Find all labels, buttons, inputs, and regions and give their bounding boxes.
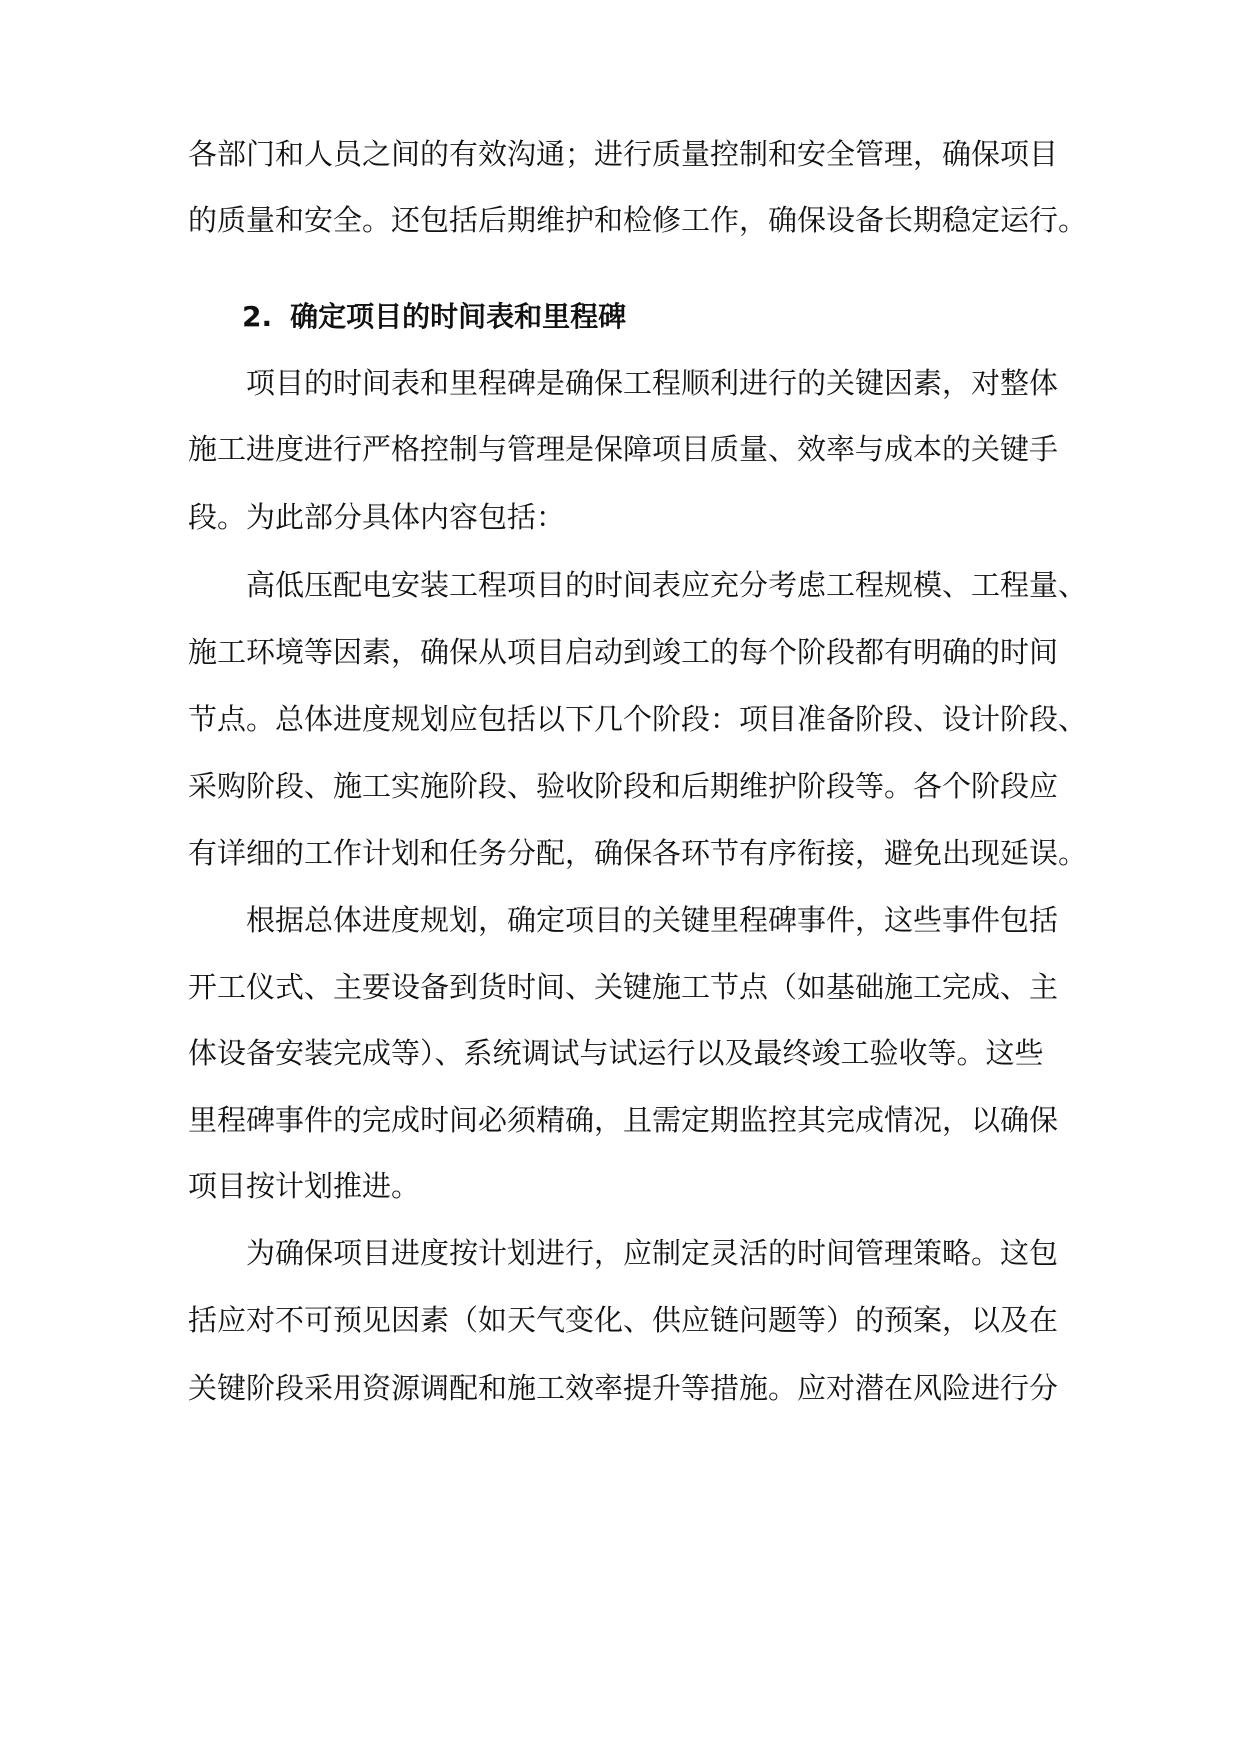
paragraph-first-line: 根据总体进度规划，确定项目的关键里程碑事件，这些事件包括 <box>246 903 1059 937</box>
body-text-line: 体设备安装完成等）、系统调试与试运行以及最终竣工验收等。这些 <box>188 1036 1044 1070</box>
paragraph-first-line: 为确保项目进度按计划进行，应制定灵活的时间管理策略。这包 <box>246 1236 1059 1270</box>
body-text-line: 项目按计划推进。 <box>188 1169 421 1203</box>
body-text-line: 采购阶段、施工实施阶段、验收阶段和后期维护阶段等。各个阶段应 <box>188 769 1059 803</box>
body-text-line: 括应对不可预见因素（如天气变化、供应链问题等）的预案，以及在 <box>188 1303 1059 1337</box>
body-text-line: 段。为此部分具体内容包括： <box>188 500 566 534</box>
body-text-line: 有详细的工作计划和任务分配，确保各环节有序衔接，避免出现延误。 <box>188 836 1088 870</box>
body-text-line: 节点。总体进度规划应包括以下几个阶段：项目准备阶段、设计阶段、 <box>188 702 1088 736</box>
section-title: 确定项目的时间表和里程碑 <box>290 300 627 333</box>
body-text-line: 的质量和安全。还包括后期维护和检修工作，确保设备长期稳定运行。 <box>188 203 1088 237</box>
body-text-line: 开工仪式、主要设备到货时间、关键施工节点（如基础施工完成、主 <box>188 970 1059 1004</box>
paragraph-first-line: 项目的时间表和里程碑是确保工程顺利进行的关键因素，对整体 <box>246 366 1059 400</box>
paragraph-first-line: 高低压配电安装工程项目的时间表应充分考虑工程规模、工程量、 <box>246 568 1088 602</box>
body-text-line: 各部门和人员之间的有效沟通；进行质量控制和安全管理，确保项目 <box>188 137 1059 171</box>
body-text-line: 施工进度进行严格控制与管理是保障项目质量、效率与成本的关键手 <box>188 432 1059 466</box>
body-text-line: 关键阶段采用资源调配和施工效率提升等措施。应对潜在风险进行分 <box>188 1371 1059 1405</box>
body-text-line: 施工环境等因素，确保从项目启动到竣工的每个阶段都有明确的时间 <box>188 635 1059 669</box>
section-heading <box>242 297 1122 337</box>
body-text-line: 里程碑事件的完成时间必须精确，且需定期监控其完成情况，以确保 <box>188 1103 1059 1137</box>
section-number: 2. <box>242 300 273 333</box>
